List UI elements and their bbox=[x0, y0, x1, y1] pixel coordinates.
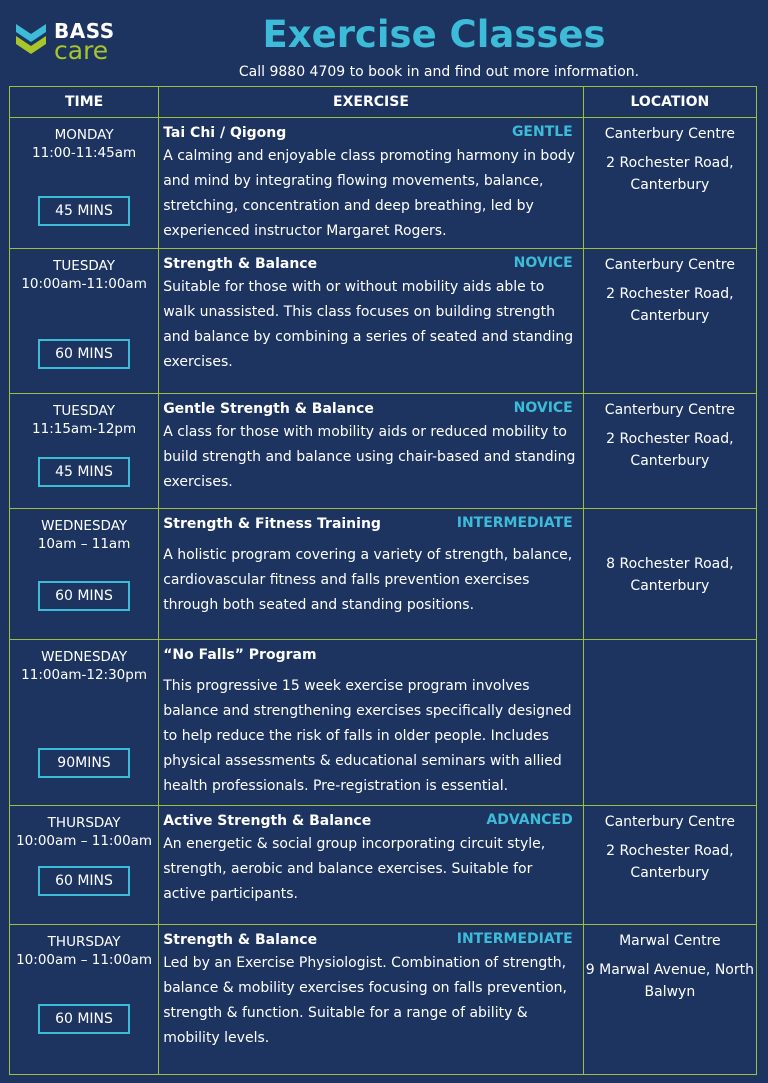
duration-badge: 45 MINS bbox=[38, 196, 130, 226]
exercise-cell bbox=[159, 394, 584, 509]
location-name: Canterbury Centre bbox=[604, 126, 735, 142]
exercise-cell bbox=[159, 118, 584, 249]
class-day: MONDAY bbox=[54, 127, 114, 143]
column-header-time: TIME bbox=[10, 87, 159, 118]
class-hours: 10am – 11am bbox=[37, 536, 131, 552]
class-day: THURSDAY bbox=[47, 815, 121, 831]
location-address: 9 Marwal Avenue, North Balwyn bbox=[585, 962, 754, 1000]
location-cell bbox=[583, 806, 756, 925]
page-subtitle: Call 9880 4709 to book in and find out more information. bbox=[238, 64, 640, 80]
location-cell bbox=[583, 640, 756, 806]
level-badge: INTERMEDIATE bbox=[456, 931, 573, 947]
logo-text-care: care bbox=[54, 36, 109, 65]
location-cell bbox=[583, 925, 756, 1075]
class-hours: 11:00-11:45am bbox=[32, 145, 137, 161]
table-row bbox=[10, 118, 757, 249]
duration-badge: 60 MINS bbox=[38, 339, 130, 369]
location-cell bbox=[583, 249, 756, 394]
class-title: Strength & Balance bbox=[163, 256, 318, 272]
table-header-row bbox=[10, 87, 757, 118]
class-day: TUESDAY bbox=[53, 258, 115, 274]
time-cell bbox=[10, 249, 159, 394]
location-name: Canterbury Centre bbox=[604, 814, 735, 830]
location-name: Marwal Centre bbox=[619, 933, 721, 949]
time-cell bbox=[10, 640, 159, 806]
time-cell bbox=[10, 118, 159, 249]
location-cell bbox=[583, 509, 756, 640]
page-title: Exercise Classes bbox=[262, 13, 606, 56]
location-address: 2 Rochester Road, Canterbury bbox=[606, 286, 734, 324]
table-row bbox=[10, 394, 757, 509]
location-cell bbox=[583, 118, 756, 249]
class-title: Active Strength & Balance bbox=[163, 813, 372, 829]
time-cell bbox=[10, 925, 159, 1075]
table-row bbox=[10, 806, 757, 925]
class-hours: 10:00am-11:00am bbox=[21, 276, 147, 292]
location-address: 8 Rochester Road, Canterbury bbox=[606, 556, 734, 594]
location-address: 2 Rochester Road, Canterbury bbox=[606, 431, 734, 469]
column-header-location: LOCATION bbox=[583, 87, 756, 118]
table-row bbox=[10, 249, 757, 394]
duration-badge: 60 MINS bbox=[38, 1004, 130, 1034]
chevron-logo-icon bbox=[16, 20, 50, 60]
level-badge: ADVANCED bbox=[486, 812, 573, 828]
exercise-cell bbox=[159, 806, 584, 925]
table-row bbox=[10, 640, 757, 806]
exercise-cell bbox=[159, 509, 584, 640]
class-day: TUESDAY bbox=[53, 403, 115, 419]
class-day: WEDNESDAY bbox=[41, 518, 128, 534]
exercise-cell bbox=[159, 249, 584, 394]
class-description: Led by an Exercise Physiologist. Combination of strength, balance & mobility exercises focusing on falls prevention, strength & function. Suitable for a range of ability & mobility levels. bbox=[163, 955, 567, 1046]
exercise-cell bbox=[159, 925, 584, 1075]
level-badge: INTERMEDIATE bbox=[456, 515, 573, 531]
class-day: WEDNESDAY bbox=[41, 649, 128, 665]
time-cell bbox=[10, 394, 159, 509]
logo-text-bass: BASS bbox=[54, 19, 115, 43]
class-hours: 11:00am-12:30pm bbox=[21, 667, 147, 683]
duration-badge: 90MINS bbox=[38, 748, 130, 778]
class-hours: 10:00am – 11:00am bbox=[16, 833, 153, 849]
class-title: Strength & Balance bbox=[163, 932, 318, 948]
class-hours: 11:15am-12pm bbox=[32, 421, 137, 437]
class-title: “No Falls” Program bbox=[163, 647, 317, 663]
table-row bbox=[10, 509, 757, 640]
class-title: Strength & Fitness Training bbox=[163, 516, 381, 532]
column-header-exercise: EXERCISE bbox=[159, 87, 584, 118]
class-title: Tai Chi / Qigong bbox=[163, 125, 287, 141]
level-badge: NOVICE bbox=[513, 255, 573, 271]
level-badge: NOVICE bbox=[513, 400, 573, 416]
exercise-cell bbox=[159, 640, 584, 806]
duration-badge: 45 MINS bbox=[38, 457, 130, 487]
class-day: THURSDAY bbox=[47, 934, 121, 950]
time-cell bbox=[10, 806, 159, 925]
duration-badge: 60 MINS bbox=[38, 581, 130, 611]
location-name: Canterbury Centre bbox=[604, 402, 735, 418]
location-cell bbox=[583, 394, 756, 509]
table-row bbox=[10, 925, 757, 1075]
bass-care-logo bbox=[16, 20, 136, 64]
class-title: Gentle Strength & Balance bbox=[163, 401, 374, 417]
class-description: This progressive 15 week exercise program involves balance and strengthening exercises specifically designed to help reduce the risk of falls in older people. Includes physical assessments & educational seminars with allied health professionals. Pre-registration is essential. bbox=[163, 678, 572, 794]
class-description: Suitable for those with or without mobility aids able to walk unassisted. This class focuses on building strength and balance by combining a series of seated and standing exercises. bbox=[163, 279, 574, 370]
level-badge: GENTLE bbox=[511, 124, 573, 140]
location-address: 2 Rochester Road, Canterbury bbox=[606, 843, 734, 881]
class-hours: 10:00am – 11:00am bbox=[16, 952, 153, 968]
location-name: Canterbury Centre bbox=[604, 257, 735, 273]
duration-badge: 60 MINS bbox=[38, 866, 130, 896]
location-address: 2 Rochester Road, Canterbury bbox=[606, 155, 734, 193]
time-cell bbox=[10, 509, 159, 640]
class-description: An energetic & social group incorporating circuit style, strength, aerobic and balance exercises. Suitable for active participants. bbox=[163, 836, 546, 902]
class-description: A calming and enjoyable class promoting harmony in body and mind by integrating flowing movements, balance, stretching, concentration and deep breathing, led by experienced instructor Margaret Rogers. bbox=[163, 148, 576, 239]
class-description: A holistic program covering a variety of strength, balance, cardiovascular fitness and falls prevention exercises through both seated and standing positions. bbox=[163, 547, 573, 613]
class-schedule-table bbox=[9, 86, 757, 1075]
class-description: A class for those with mobility aids or reduced mobility to build strength and balance using chair-based and standing exercises. bbox=[163, 424, 576, 490]
